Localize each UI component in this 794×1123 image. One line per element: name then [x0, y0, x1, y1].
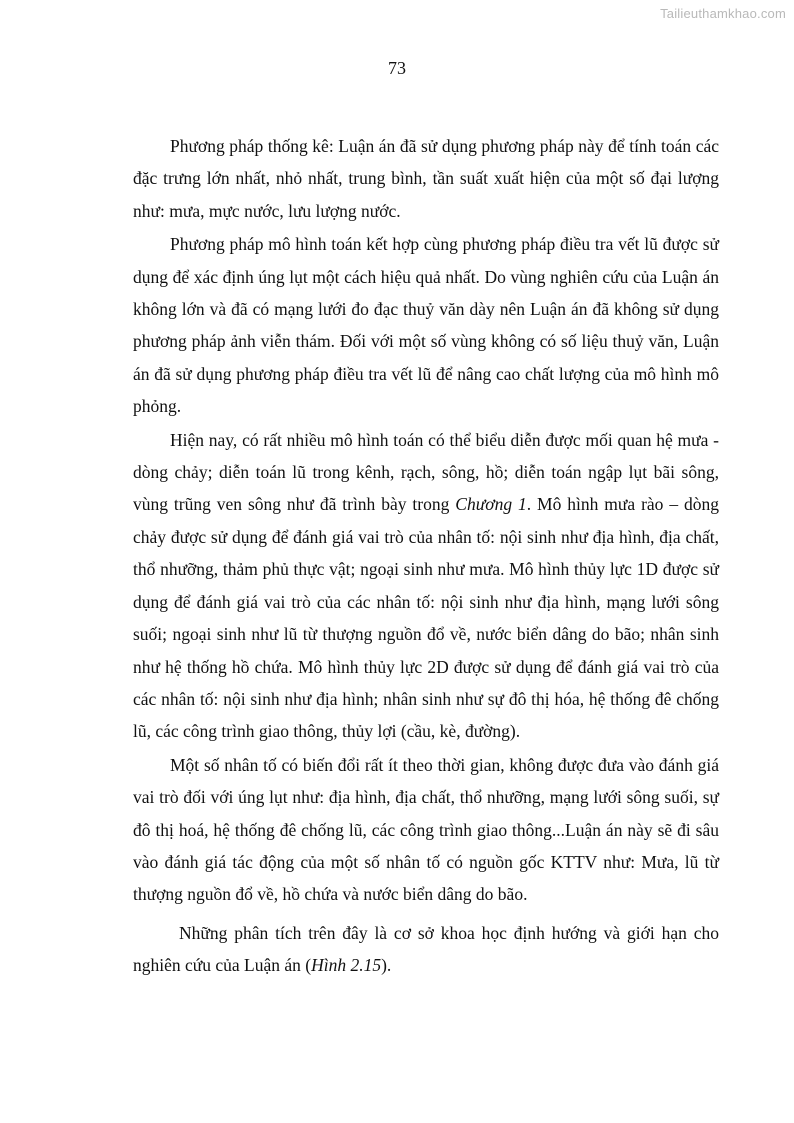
- paragraph-model-method: Phương pháp mô hình toán kết hợp cùng phương pháp điều tra vết lũ được sử dụng để xác định úng lụt một cách hiệu quả nhất. Do vùng nghiên cứu của Luận án không lớn và đã có mạng lưới đo đạc thuỷ văn dày nên Luận án đã không sử dụng phương pháp ảnh viễn thám. Đối với một số vùng không có số liệu thuỷ văn, Luận án đã sử dụng phương pháp điều tra vết lũ để nâng cao chất lượng của mô hình mô phỏng.: [133, 234, 719, 417]
- paragraph-text: Những phân tích trên đây là cơ sở khoa học định hướng và giới hạn cho nghiên cứu của Luận án (: [133, 922, 719, 976]
- paragraph-statistical-method: Phương pháp thống kê: Luận án đã sử dụng phương pháp này để tính toán các đặc trưng lớn nhất, nhỏ nhất, trung bình, tần suất xuất hiện của một số đại lượng như: mưa, mực nước, lưu lượng nước.: [133, 136, 719, 221]
- figure-reference: Hình 2.15: [311, 955, 382, 976]
- chapter-reference: Chương 1: [455, 494, 527, 515]
- watermark-text: Tailieuthamkhao.com: [660, 6, 786, 21]
- paragraph-text: Hiện nay, có rất nhiều mô hình toán có thể biểu diễn được mối quan hệ mưa - dòng chảy; diễn toán lũ trong kênh, rạch, sông, hồ; diễn toán ngập lụt bãi sông, vùng trũng ven sông như đã trình bày trong: [133, 429, 719, 515]
- paragraph-current-models: [133, 424, 719, 748]
- paragraph-conclusion: [133, 917, 719, 982]
- paragraph-text: . Mô hình mưa rào – dòng chảy được sử dụng để đánh giá vai trò của nhân tố: nội sinh như địa hình, địa chất, thổ nhưỡng, thảm phủ thực vật; ngoại sinh như mưa. Mô hình thủy lực 1D được sử dụng để đánh giá vai trò của các nhân tố: nội sinh như địa hình, mạng lưới sông suối; ngoại sinh như lũ từ thượng nguồn đổ về, nước biển dâng do bão; nhân sinh như hệ thống hồ chứa. Mô hình thủy lực 2D được sử dụng để đánh giá vai trò của các nhân tố: nội sinh như địa hình; nhân sinh như sự đô thị hóa, hệ thống đê chống lũ, các công trình giao thông, thủy lợi (cầu, kè, đường).: [133, 494, 719, 742]
- paragraph-factors: Một số nhân tố có biến đổi rất ít theo thời gian, không được đưa vào đánh giá vai trò đối với úng lụt như: địa hình, địa chất, thổ nhưỡng, mạng lưới sông suối, sự đô thị hoá, hệ thống đê chống lũ, các công trình giao thông...Luận án này sẽ đi sâu vào đánh giá tác động của một số nhân tố có nguồn gốc KTTV như: Mưa, lũ từ thượng nguồn đổ về, hồ chứa và nước biển dâng do bão.: [133, 754, 719, 905]
- page-number: 73: [388, 58, 406, 78]
- paragraph-text: ).: [381, 955, 392, 976]
- document-body: [133, 130, 719, 983]
